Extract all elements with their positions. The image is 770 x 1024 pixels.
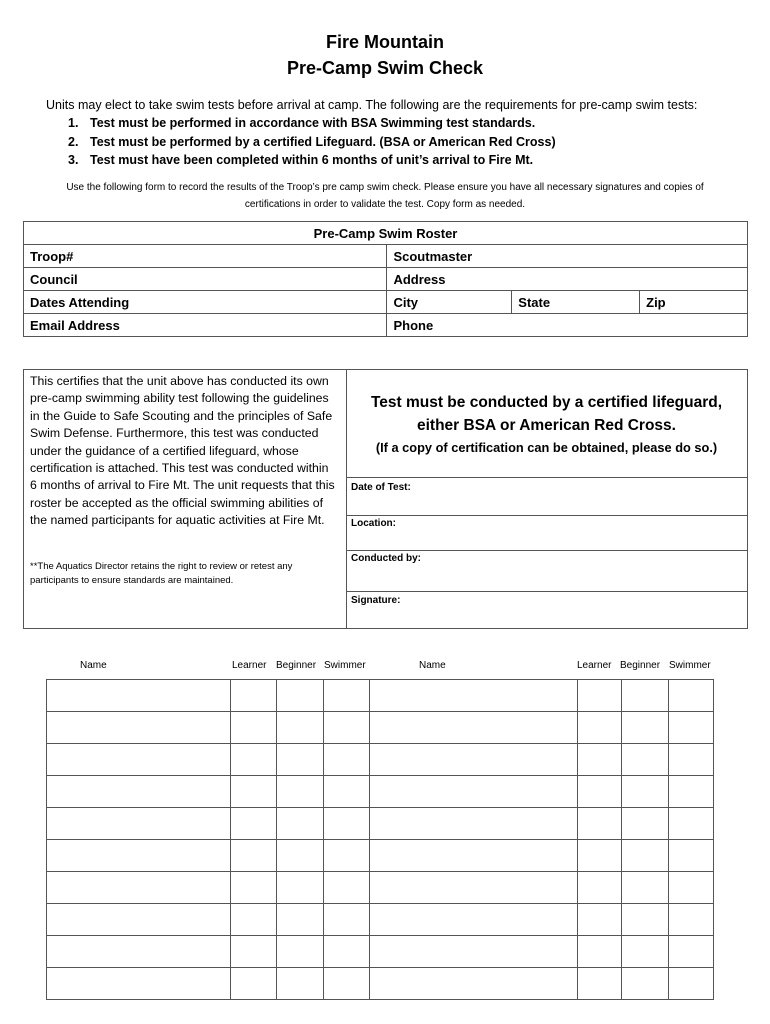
instructions-note bbox=[40, 179, 730, 213]
beginner-cell[interactable] bbox=[276, 872, 323, 904]
table-row bbox=[47, 712, 714, 744]
swimmer-cell[interactable] bbox=[323, 968, 370, 1000]
name-cell[interactable] bbox=[370, 936, 578, 968]
state-field[interactable]: State bbox=[512, 291, 640, 314]
aquatics-director-note: **The Aquatics Director retains the right to review or retest any participants to ensure standards are maintained. bbox=[30, 561, 293, 586]
date-of-test-field[interactable]: Date of Test: bbox=[346, 477, 747, 515]
beginner-cell[interactable] bbox=[622, 776, 669, 808]
beginner-cell[interactable] bbox=[276, 776, 323, 808]
name-cell[interactable] bbox=[47, 840, 231, 872]
lifeguard-requirement-line-3: (If a copy of certification can be obtained, please do so.) bbox=[375, 440, 718, 455]
learner-cell[interactable] bbox=[578, 968, 622, 1000]
table-row bbox=[47, 872, 714, 904]
location-field[interactable]: Location: bbox=[346, 515, 747, 551]
name-cell[interactable] bbox=[370, 904, 578, 936]
beginner-cell[interactable] bbox=[276, 680, 323, 712]
swimmer-column-header: Swimmer bbox=[324, 660, 366, 671]
certification-statement bbox=[24, 370, 347, 628]
learner-column-header-2: Learner bbox=[577, 660, 612, 671]
swimmer-cell[interactable] bbox=[669, 840, 714, 872]
page-subtitle: Pre-Camp Swim Check bbox=[286, 58, 484, 78]
name-cell[interactable] bbox=[47, 936, 231, 968]
conducted-by-field[interactable]: Conducted by: bbox=[346, 550, 747, 591]
learner-cell[interactable] bbox=[578, 712, 622, 744]
learner-cell[interactable] bbox=[230, 712, 276, 744]
swimmer-roster-grid bbox=[46, 679, 714, 1000]
swimmer-cell[interactable] bbox=[323, 744, 370, 776]
swimmer-cell[interactable] bbox=[669, 904, 714, 936]
table-row bbox=[47, 840, 714, 872]
page-title: Fire Mountain bbox=[326, 32, 444, 52]
beginner-cell[interactable] bbox=[276, 808, 323, 840]
swimmer-cell[interactable] bbox=[669, 936, 714, 968]
name-cell[interactable] bbox=[370, 776, 578, 808]
beginner-cell[interactable] bbox=[622, 968, 669, 1000]
name-cell[interactable] bbox=[47, 808, 231, 840]
requirement-text: Test must be performed by a certified Lifeguard. (BSA or American Red Cross) bbox=[90, 135, 556, 149]
swim-roster-table bbox=[23, 221, 748, 337]
swimmer-column-header-2: Swimmer bbox=[669, 660, 711, 671]
requirement-number: 2. bbox=[68, 135, 79, 149]
learner-cell[interactable] bbox=[230, 776, 276, 808]
swimmer-cell[interactable] bbox=[323, 872, 370, 904]
name-column-header: Name bbox=[80, 660, 107, 671]
beginner-cell[interactable] bbox=[622, 744, 669, 776]
swimmer-cell[interactable] bbox=[323, 776, 370, 808]
swimmer-cell[interactable] bbox=[669, 776, 714, 808]
scoutmaster-field[interactable]: Scoutmaster bbox=[387, 245, 748, 268]
troop-field[interactable]: Troop# bbox=[24, 245, 387, 268]
beginner-cell[interactable] bbox=[276, 936, 323, 968]
learner-cell[interactable] bbox=[230, 968, 276, 1000]
phone-field[interactable]: Phone bbox=[387, 314, 748, 337]
requirement-item bbox=[68, 153, 533, 167]
table-row bbox=[47, 936, 714, 968]
lifeguard-requirement-line-1: Test must be conducted by a certified lifeguard, bbox=[370, 394, 723, 411]
learner-cell[interactable] bbox=[230, 680, 276, 712]
requirement-item bbox=[68, 116, 535, 130]
table-row bbox=[47, 904, 714, 936]
learner-cell[interactable] bbox=[230, 904, 276, 936]
beginner-cell[interactable] bbox=[622, 680, 669, 712]
beginner-column-header-2: Beginner bbox=[620, 660, 661, 671]
beginner-cell[interactable] bbox=[276, 840, 323, 872]
table-row bbox=[47, 744, 714, 776]
learner-cell[interactable] bbox=[230, 872, 276, 904]
swimmer-cell[interactable] bbox=[669, 968, 714, 1000]
certification-box bbox=[23, 369, 748, 629]
name-cell[interactable] bbox=[47, 744, 231, 776]
name-cell[interactable] bbox=[47, 680, 231, 712]
learner-column-header: Learner bbox=[232, 660, 267, 671]
learner-cell[interactable] bbox=[230, 936, 276, 968]
swimmer-cell[interactable] bbox=[669, 872, 714, 904]
learner-cell[interactable] bbox=[230, 808, 276, 840]
name-cell[interactable] bbox=[47, 904, 231, 936]
beginner-cell[interactable] bbox=[622, 936, 669, 968]
name-cell[interactable] bbox=[370, 872, 578, 904]
requirement-item bbox=[68, 135, 556, 149]
requirement-text: Test must be performed in accordance with BSA Swimming test standards. bbox=[90, 116, 536, 130]
name-cell[interactable] bbox=[370, 808, 578, 840]
roster-heading: Pre-Camp Swim Roster bbox=[24, 222, 748, 245]
beginner-cell[interactable] bbox=[276, 904, 323, 936]
swimmer-cell[interactable] bbox=[323, 808, 370, 840]
swimmer-cell[interactable] bbox=[323, 712, 370, 744]
requirement-text: Test must have been completed within 6 months of unit’s arrival to Fire Mt. bbox=[90, 153, 534, 167]
beginner-cell[interactable] bbox=[276, 712, 323, 744]
learner-cell[interactable] bbox=[230, 840, 276, 872]
name-column-header-2: Name bbox=[419, 660, 446, 671]
learner-cell[interactable] bbox=[578, 872, 622, 904]
learner-cell[interactable] bbox=[578, 936, 622, 968]
requirement-number: 1. bbox=[68, 116, 79, 130]
address-field[interactable]: Address bbox=[387, 268, 748, 291]
name-cell[interactable] bbox=[370, 680, 578, 712]
email-field[interactable]: Email Address bbox=[24, 314, 387, 337]
swimmer-cell[interactable] bbox=[323, 936, 370, 968]
beginner-cell[interactable] bbox=[622, 840, 669, 872]
learner-cell[interactable] bbox=[578, 808, 622, 840]
name-cell[interactable] bbox=[47, 712, 231, 744]
swimmer-cell[interactable] bbox=[323, 680, 370, 712]
beginner-cell[interactable] bbox=[276, 968, 323, 1000]
name-cell[interactable] bbox=[47, 776, 231, 808]
beginner-column-header: Beginner bbox=[276, 660, 317, 671]
instructions-line-2: certifications in order to validate the test. Copy form as needed. bbox=[244, 199, 526, 210]
zip-field[interactable]: Zip bbox=[640, 291, 748, 314]
name-cell[interactable] bbox=[370, 712, 578, 744]
beginner-cell[interactable] bbox=[622, 872, 669, 904]
learner-cell[interactable] bbox=[578, 840, 622, 872]
table-row bbox=[47, 680, 714, 712]
beginner-cell[interactable] bbox=[622, 904, 669, 936]
swimmer-cell[interactable] bbox=[669, 744, 714, 776]
lifeguard-requirement-line-2: either BSA or American Red Cross. bbox=[417, 417, 676, 434]
learner-cell[interactable] bbox=[578, 680, 622, 712]
beginner-cell[interactable] bbox=[276, 744, 323, 776]
name-cell[interactable] bbox=[47, 968, 231, 1000]
signature-field[interactable]: Signature: bbox=[346, 591, 747, 628]
table-row bbox=[47, 808, 714, 840]
swimmer-cell[interactable] bbox=[669, 712, 714, 744]
table-row bbox=[47, 776, 714, 808]
dates-attending-field[interactable]: Dates Attending bbox=[24, 291, 387, 314]
lifeguard-section bbox=[346, 370, 747, 628]
swimmer-cell[interactable] bbox=[323, 904, 370, 936]
learner-cell[interactable] bbox=[578, 776, 622, 808]
learner-cell[interactable] bbox=[578, 904, 622, 936]
swimmer-cell[interactable] bbox=[323, 840, 370, 872]
requirement-number: 3. bbox=[68, 153, 79, 167]
city-field[interactable]: City bbox=[387, 291, 512, 314]
learner-cell[interactable] bbox=[578, 744, 622, 776]
name-cell[interactable] bbox=[370, 840, 578, 872]
name-cell[interactable] bbox=[370, 744, 578, 776]
table-row bbox=[47, 968, 714, 1000]
instructions-line-1: Use the following form to record the results of the Troop’s pre camp swim check. Please ensure you have all necessary signatures and copies of bbox=[66, 182, 704, 193]
certification-text: This certifies that the unit above has conducted its own pre-camp swimming ability test following the guidelines in the Guide to Safe Scouting and the principles of Safe Swim Defense. Furthermore, this test was conducted under the guidance of a certified lifeguard, whose certification is attached. This test was conducted within 6 months of arrival to Fire Mt. The unit requests that this roster be accepted as the official swimming abilities of the named participants for aquatic activities at Fire Mt. bbox=[30, 374, 335, 528]
council-field[interactable]: Council bbox=[24, 268, 387, 291]
name-cell[interactable] bbox=[47, 872, 231, 904]
name-cell[interactable] bbox=[370, 968, 578, 1000]
beginner-cell[interactable] bbox=[622, 712, 669, 744]
beginner-cell[interactable] bbox=[622, 808, 669, 840]
swimmer-cell[interactable] bbox=[669, 808, 714, 840]
swimmer-cell[interactable] bbox=[669, 680, 714, 712]
intro-text: Units may elect to take swim tests before arrival at camp. The following are the requirements for pre-camp swim tests: bbox=[46, 98, 698, 112]
learner-cell[interactable] bbox=[230, 744, 276, 776]
